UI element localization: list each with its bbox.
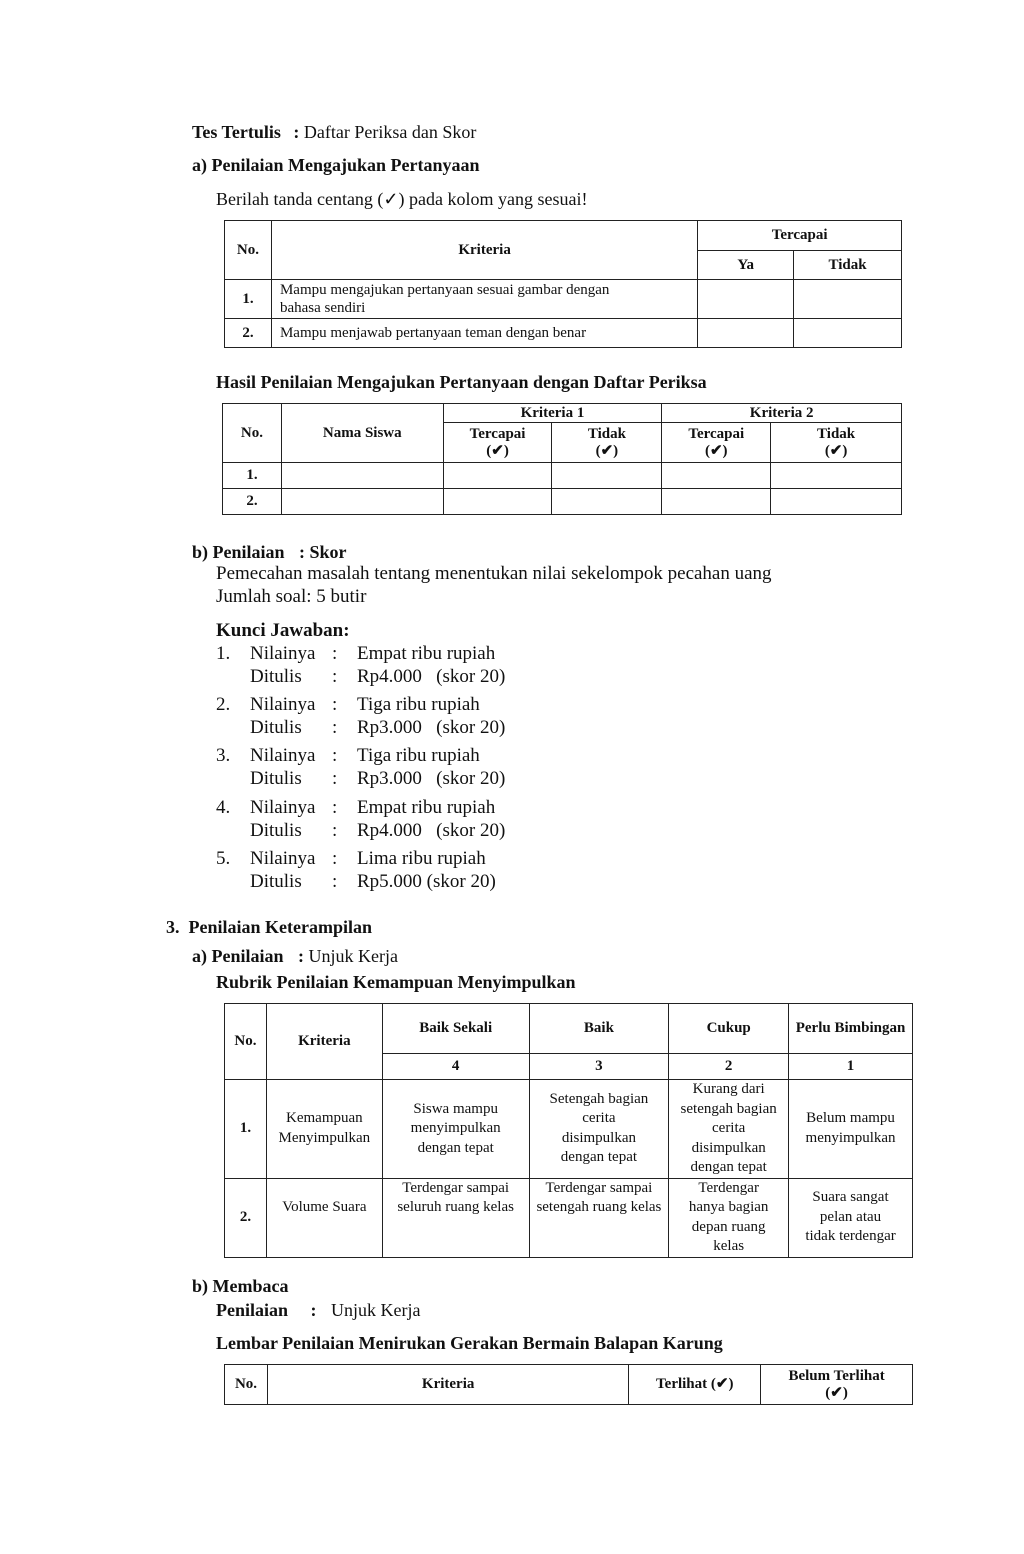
row-no: 1. [225, 1080, 267, 1179]
answer-num: 4. [216, 797, 231, 818]
cell[interactable] [552, 463, 662, 489]
section-b-desc: Pemecahan masalah tentang menentukan nilai sekelompok pecahan uang [216, 563, 772, 584]
kriteria-line: Mampu mengajukan pertanyaan sesuai gambar dengan [279, 282, 610, 298]
section-3-title: 3. Penilaian Keterampilan [166, 917, 372, 937]
row-no: 2. [225, 1178, 267, 1257]
colon: : [332, 820, 338, 841]
header-kriteria-2: Kriteria 2 [662, 404, 902, 423]
nilai-value: Empat ribu rupiah [357, 643, 496, 664]
check-mark: (✔) [704, 442, 728, 459]
nilainya-label: Nilainya [250, 797, 316, 818]
row-kriteria: Mampu menjawab pertanyaan teman dengan benar [271, 319, 697, 348]
tidak-label: Tidak [587, 425, 626, 442]
table-row [225, 280, 902, 319]
ditulis-label: Ditulis [250, 820, 302, 841]
section-b-value: : Skor [299, 542, 347, 562]
nilainya-label: Nilainya [250, 848, 316, 869]
ditulis-value: Rp3.000 (skor 20) [357, 717, 506, 738]
kriteria-line: bahasa sendiri [279, 300, 366, 316]
header-no: No. [225, 221, 272, 280]
check-mark: (✔) [825, 1384, 848, 1401]
section-a-title: a) Penilaian Mengajukan Pertanyaan [192, 155, 480, 175]
check-mark: (✔) [595, 442, 619, 459]
nilainya-label: Nilainya [250, 694, 316, 715]
cell-baik: Terdengar sampai setengah ruang kelas [529, 1178, 669, 1257]
answer-num: 1. [216, 643, 231, 664]
header-tidak-1 [552, 423, 662, 463]
score-4: 4 [382, 1054, 529, 1080]
cell[interactable] [552, 489, 662, 515]
section-3b-penilaian [216, 1299, 421, 1321]
header-kriteria: Kriteria [266, 1004, 382, 1080]
penilaian-label: Penilaian [216, 1300, 289, 1320]
nilainya-label: Nilainya [250, 643, 316, 664]
cell[interactable] [771, 463, 902, 489]
ditulis-value: Rp5.000 (skor 20) [357, 871, 496, 892]
answer-item [216, 642, 576, 688]
nilai-value: Tiga ribu rupiah [357, 694, 480, 715]
colon: : [332, 871, 338, 892]
penilaian-colon: : [310, 1300, 317, 1320]
section-b-jumlah: Jumlah soal: 5 butir [216, 586, 367, 607]
header-tercapai-2 [662, 423, 771, 463]
rubrik-table [224, 1003, 913, 1258]
criteria-table [224, 220, 902, 348]
colon: : [332, 848, 338, 869]
colon: : [332, 643, 338, 664]
header-tercapai-1 [443, 423, 552, 463]
header-no: No. [223, 404, 282, 463]
hasil-title: Hasil Penilaian Mengajukan Pertanyaan dengan Daftar Periksa [216, 372, 707, 392]
tes-value: Daftar Periksa dan Skor [303, 122, 477, 142]
nama-cell[interactable] [281, 463, 443, 489]
table-row [223, 489, 902, 515]
ditulis-label: Ditulis [250, 717, 302, 738]
cell-baik-sekali: Terdengar sampai seluruh ruang kelas [382, 1178, 529, 1257]
ditulis-label: Ditulis [250, 666, 302, 687]
header-baik: Baik [529, 1004, 669, 1054]
header-terlihat: Terlihat (✔) [629, 1365, 761, 1405]
cell-perlu-bimbingan: Suara sangat pelan atau tidak terdengar [789, 1178, 913, 1257]
table-row [225, 1080, 913, 1179]
cell-cukup: Kurang dari setengah bagian cerita disimpulkan dengan tepat [669, 1080, 789, 1179]
penilaian-value: Unjuk Kerja [331, 1300, 421, 1320]
section-b-prefix: b) Penilaian [192, 542, 285, 562]
nilai-value: Tiga ribu rupiah [357, 745, 480, 766]
score-3: 3 [529, 1054, 669, 1080]
colon: : [332, 666, 338, 687]
tidak-cell[interactable] [794, 319, 902, 348]
hasil-table [222, 403, 902, 515]
table-row [225, 1178, 913, 1257]
tercapai-label: Tercapai [469, 425, 526, 442]
row-no: 1. [223, 463, 282, 489]
header-tercapai: Tercapai [698, 221, 902, 251]
ditulis-value: Rp3.000 (skor 20) [357, 768, 506, 789]
answer-item [216, 796, 576, 842]
cell[interactable] [662, 489, 771, 515]
cell[interactable] [443, 463, 552, 489]
ditulis-label: Ditulis [250, 871, 302, 892]
cell-perlu-bimbingan: Belum mampu menyimpulkan [789, 1080, 913, 1179]
section-3a-prefix: a) Penilaian [192, 946, 284, 966]
belum-terlihat-label: Belum Terlihat [788, 1367, 885, 1384]
section-b-title [192, 541, 347, 563]
row-kriteria: Volume Suara [266, 1178, 382, 1257]
tercapai-label: Tercapai [688, 425, 745, 442]
colon: : [332, 768, 338, 789]
check-mark: (✔) [824, 442, 848, 459]
row-no: 1. [225, 280, 272, 319]
colon: : [332, 745, 338, 766]
tes-colon: : [293, 122, 300, 142]
cell[interactable] [443, 489, 552, 515]
nama-cell[interactable] [281, 489, 443, 515]
header-baik-sekali: Baik Sekali [382, 1004, 529, 1054]
section-3a-line [192, 945, 398, 967]
ditulis-value: Rp4.000 (skor 20) [357, 666, 506, 687]
section-3a-value: Unjuk Kerja [308, 946, 398, 966]
row-kriteria [271, 280, 697, 319]
header-cukup: Cukup [669, 1004, 789, 1054]
kunci-title: Kunci Jawaban: [216, 620, 350, 641]
header-nama-siswa: Nama Siswa [281, 404, 443, 463]
nilainya-label: Nilainya [250, 745, 316, 766]
answer-item [216, 693, 576, 739]
row-no: 2. [223, 489, 282, 515]
colon: : [332, 694, 338, 715]
colon: : [332, 797, 338, 818]
cell-baik-sekali: Siswa mampu menyimpulkan dengan tepat [382, 1080, 529, 1179]
tidak-cell[interactable] [794, 280, 902, 319]
lembar-title: Lembar Penilaian Menirukan Gerakan Bermain Balapan Karung [216, 1333, 723, 1353]
header-no: No. [225, 1365, 268, 1405]
section-3b-title: b) Membaca [192, 1276, 289, 1296]
answer-num: 3. [216, 745, 231, 766]
section-3a-colon: : [298, 946, 305, 966]
ditulis-label: Ditulis [250, 768, 302, 789]
ya-cell[interactable] [698, 319, 794, 348]
tes-tertulis-line [192, 121, 476, 143]
lembar-table [224, 1364, 913, 1405]
header-no: No. [225, 1004, 267, 1080]
header-belum-terlihat [761, 1365, 913, 1405]
answer-item [216, 744, 576, 790]
cell[interactable] [771, 489, 902, 515]
cell-baik: Setengah bagian cerita disimpulkan dengan tepat [529, 1080, 669, 1179]
cell[interactable] [662, 463, 771, 489]
answer-item [216, 847, 576, 893]
header-tidak-2 [771, 423, 902, 463]
nilai-value: Empat ribu rupiah [357, 797, 496, 818]
header-perlu-bimbingan: Perlu Bimbingan [789, 1004, 913, 1054]
table-row [223, 463, 902, 489]
nilai-value: Lima ribu rupiah [357, 848, 486, 869]
tidak-label: Tidak [817, 425, 856, 442]
header-kriteria: Kriteria [267, 1365, 628, 1405]
cell-cukup: Terdengar hanya bagian depan ruang kelas [669, 1178, 789, 1257]
header-kriteria: Kriteria [271, 221, 697, 280]
row-kriteria: Kemampuan Menyimpulkan [266, 1080, 382, 1179]
header-ya: Ya [698, 251, 794, 280]
row-no: 2. [225, 319, 272, 348]
answer-num: 5. [216, 848, 231, 869]
tes-label: Tes Tertulis [192, 122, 281, 142]
score-1: 1 [789, 1054, 913, 1080]
section-a-instruction: Berilah tanda centang (✓) pada kolom yang sesuai! [216, 189, 588, 209]
table-row [225, 319, 902, 348]
header-kriteria-1: Kriteria 1 [443, 404, 662, 423]
ditulis-value: Rp4.000 (skor 20) [357, 820, 506, 841]
rubrik-title: Rubrik Penilaian Kemampuan Menyimpulkan [216, 972, 576, 992]
answer-num: 2. [216, 694, 231, 715]
ya-cell[interactable] [698, 280, 794, 319]
check-mark: (✔) [486, 442, 509, 459]
header-tidak: Tidak [794, 251, 902, 280]
colon: : [332, 717, 338, 738]
score-2: 2 [669, 1054, 789, 1080]
